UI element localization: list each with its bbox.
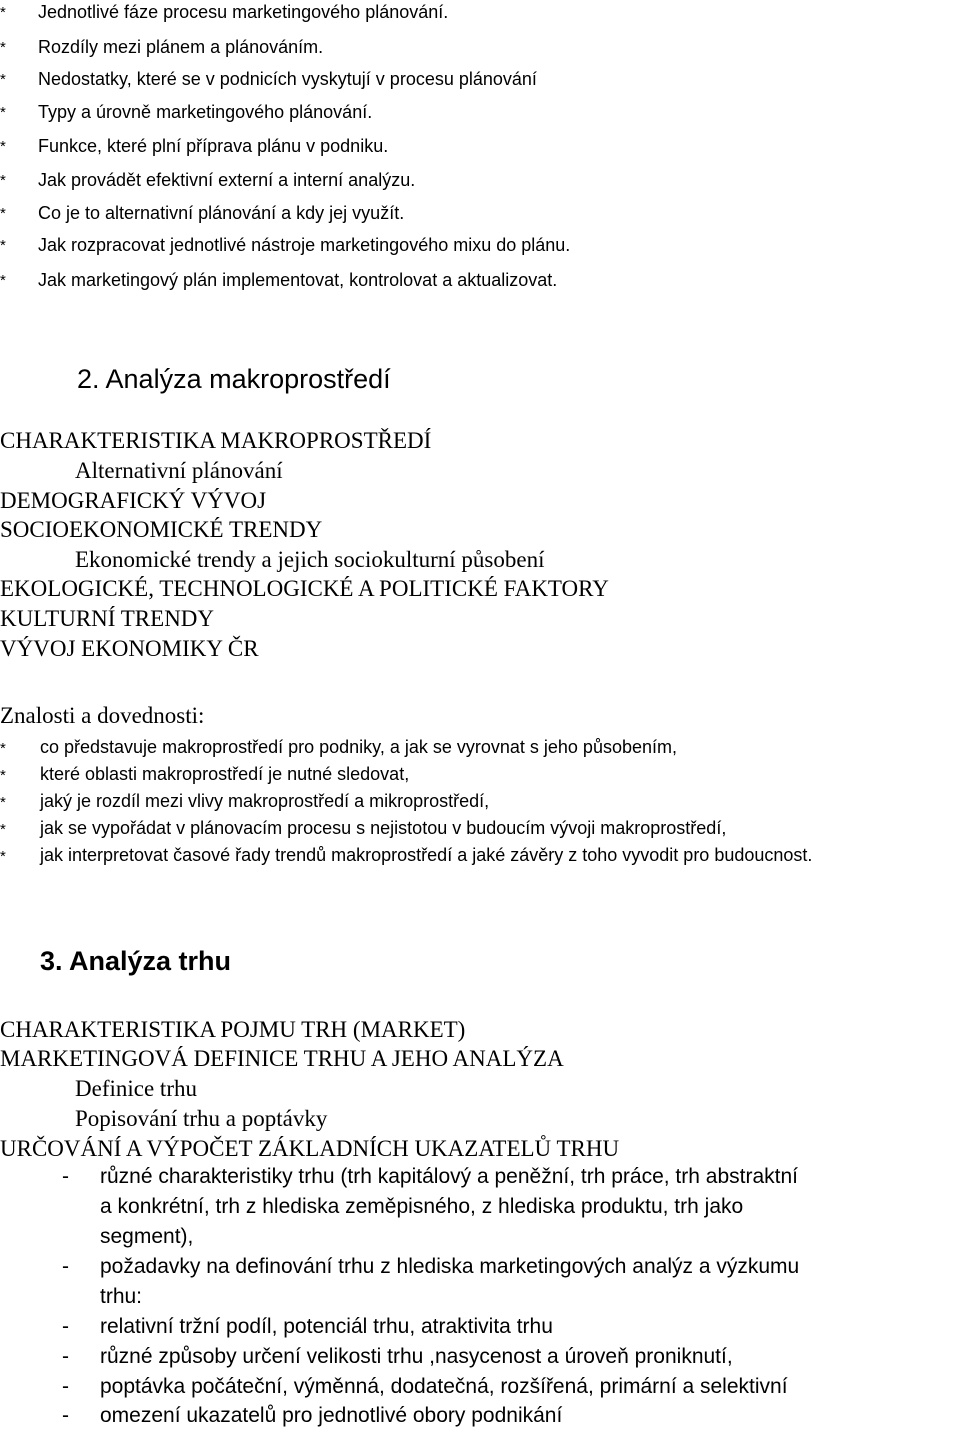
dash-marker: - [62, 1375, 69, 1398]
topic-heading: URČOVÁNÍ A VÝPOČET ZÁKLADNÍCH UKAZATELŮ TRHU [0, 1136, 620, 1161]
list-item: Nedostatky, které se v podnicích vyskytují v procesu plánování [38, 69, 537, 89]
list-item-line: omezení ukazatelů pro jednotlivé obory podnikání [100, 1404, 563, 1427]
section-2-heading: 2. Analýza makroprostředí [77, 364, 391, 394]
bullet-marker: * [0, 740, 6, 757]
dash-marker: - [62, 1315, 69, 1338]
list-item: Rozdíly mezi plánem a plánováním. [38, 37, 324, 57]
list-item: Jak rozpracovat jednotlivé nástroje marketingového mixu do plánu. [38, 235, 571, 255]
topic-subheading: Popisování trhu a poptávky [75, 1106, 328, 1131]
list-item: Jak provádět efektivní externí a interní analýzu. [38, 170, 416, 190]
bullet-marker: * [0, 237, 6, 254]
bullet-marker: * [0, 39, 6, 56]
list-item: Typy a úrovně marketingového plánování. [38, 102, 373, 122]
topic-heading: SOCIOEKONOMICKÉ TRENDY [0, 517, 323, 542]
list-item-line: požadavky na definování trhu z hlediska marketingových analýz a výzkumu [100, 1255, 800, 1278]
list-item: Jednotlivé fáze procesu marketingového plánování. [38, 2, 449, 22]
dash-marker: - [62, 1345, 69, 1368]
bullet-marker: * [0, 4, 6, 21]
topic-heading: CHARAKTERISTIKA POJMU TRH (MARKET) [0, 1017, 466, 1042]
section-3-heading: 3. Analýza trhu [40, 946, 232, 976]
topic-heading: MARKETINGOVÁ DEFINICE TRHU A JEHO ANALÝZA [0, 1046, 564, 1071]
topic-heading: KULTURNÍ TRENDY [0, 606, 215, 631]
list-item-line: trhu: [100, 1285, 143, 1308]
dash-marker: - [62, 1255, 69, 1278]
list-item-line: různé charakteristiky trhu (trh kapitálový a peněžní, trh práce, trh abstraktní [100, 1165, 798, 1188]
bullet-marker: * [0, 172, 6, 189]
topic-heading: VÝVOJ EKONOMIKY ČR [0, 636, 259, 661]
bullet-marker: * [0, 821, 6, 838]
dash-marker: - [62, 1404, 69, 1427]
bullet-marker: * [0, 205, 6, 222]
topic-heading: EKOLOGICKÉ, TECHNOLOGICKÉ A POLITICKÉ FAKTORY [0, 576, 609, 601]
bullet-marker: * [0, 794, 6, 811]
topic-subheading: Ekonomické trendy a jejich sociokulturní působení [75, 547, 545, 572]
list-item: jak se vypořádat v plánovacím procesu s nejistotou v budoucím vývoji makroprostředí, [40, 818, 727, 838]
topic-heading: DEMOGRAFICKÝ VÝVOJ [0, 488, 267, 513]
bullet-marker: * [0, 138, 6, 155]
topic-subheading: Definice trhu [75, 1076, 197, 1101]
bullet-marker: * [0, 71, 6, 88]
list-item: co představuje makroprostředí pro podniky, a jak se vyrovnat s jeho působením, [40, 737, 677, 757]
list-item: jak interpretovat časové řady trendů makroprostředí a jaké závěry z toho vyvodit pro budoucnost. [40, 845, 813, 865]
skills-label: Znalosti a dovednosti: [0, 703, 205, 728]
topic-subheading: Alternativní plánování [75, 458, 283, 483]
list-item-line: a konkrétní, trh z hlediska zeměpisného, z hlediska produktu, trh jako [100, 1195, 744, 1218]
topic-heading: CHARAKTERISTIKA MAKROPROSTŘEDÍ [0, 428, 432, 453]
bullet-marker: * [0, 272, 6, 289]
dash-marker: - [62, 1165, 69, 1188]
list-item: Funkce, které plní příprava plánu v podniku. [38, 136, 389, 156]
list-item: Co je to alternativní plánování a kdy jej využít. [38, 203, 405, 223]
list-item: které oblasti makroprostředí je nutné sledovat, [40, 764, 410, 784]
list-item-line: různé způsoby určení velikosti trhu ,nasycenost a úroveň proniknutí, [100, 1345, 733, 1368]
bullet-marker: * [0, 848, 6, 865]
bullet-marker: * [0, 767, 6, 784]
list-item: jaký je rozdíl mezi vlivy makroprostředí a mikroprostředí, [40, 791, 490, 811]
list-item: Jak marketingový plán implementovat, kontrolovat a aktualizovat. [38, 270, 558, 290]
bullet-marker: * [0, 104, 6, 121]
list-item-line: relativní tržní podíl, potenciál trhu, atraktivita trhu [100, 1315, 553, 1338]
list-item-line: segment), [100, 1225, 194, 1248]
list-item-line: poptávka počáteční, výměnná, dodatečná, rozšířená, primární a selektivní [100, 1375, 788, 1398]
